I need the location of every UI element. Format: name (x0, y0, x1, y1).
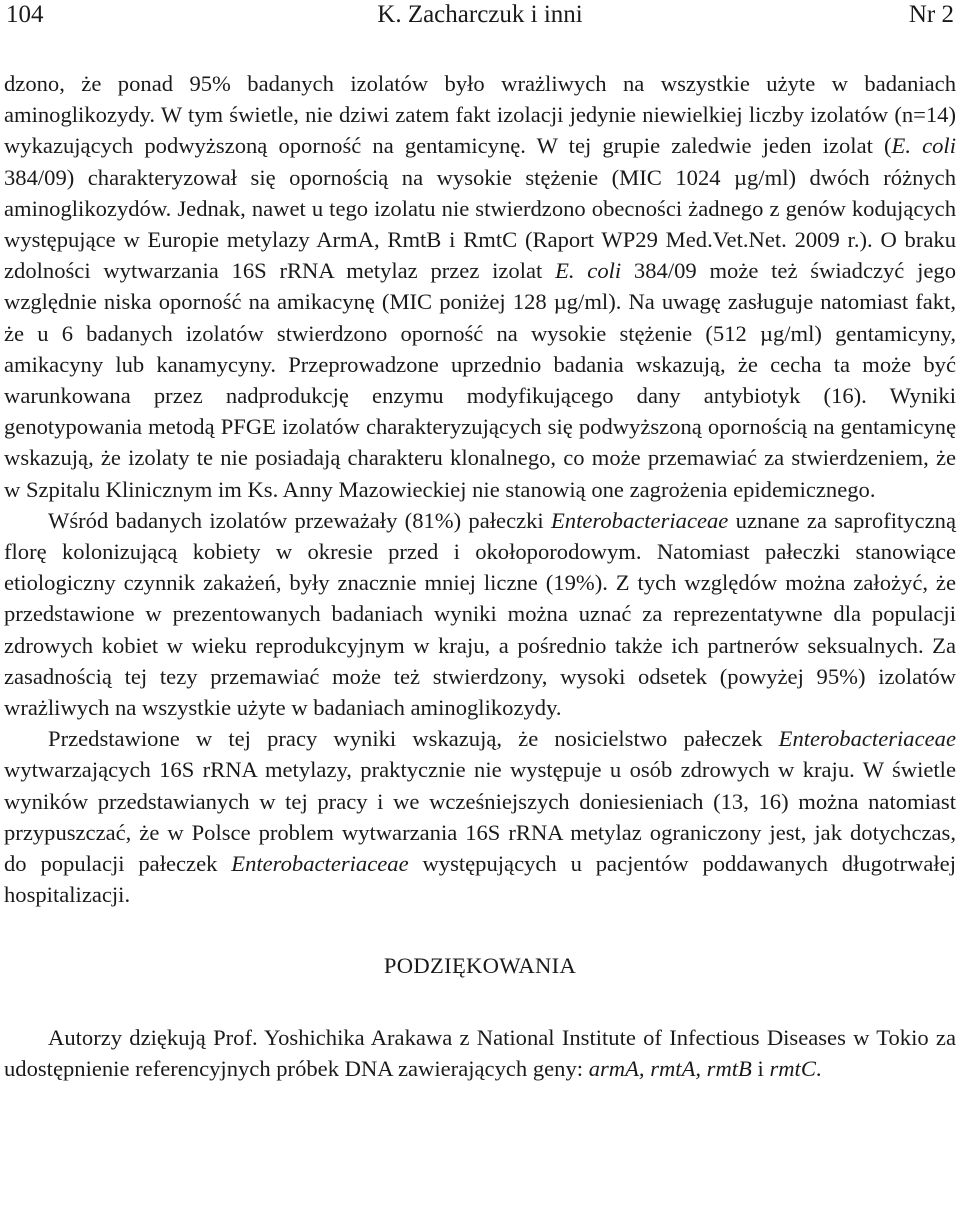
text-segment: uznane za saprofityczną florę kolonizującą kobiety w okresie przed i okołoporodowym. Natomiast pałeczki stanowiące etiologiczny czynnik zakażeń, były znacznie mniej liczne (19%). Z tych względów można założyć, że przedstawione w prezentowanych badaniach wyniki można uznać za reprezentatywne dla populacji zdrowych kobiet w wieku reprodukcyjnym w kraju, a pośrednio także ich partnerów seksualnych. Za zasadnością tej tezy przemawiać może też stwierdzony, wysoki odsetek (powyżej 95%) izolatów wrażliwych na wszystkie użyte w badaniach aminoglikozydy. (4, 507, 956, 721)
page-number: 104 (6, 1, 44, 28)
article-body (4, 68, 956, 1084)
issue-number: Nr 2 (908, 1, 954, 28)
italic-text-segment: Enterobacteriaceae (778, 726, 956, 752)
running-head-authors: K. Zacharczuk i inni (377, 1, 583, 28)
acknowledgements-text (4, 1022, 956, 1084)
text-segment: i (751, 1055, 770, 1081)
italic-text-segment: Enterobacteriaceae (231, 851, 409, 877)
text-segment: dzono, że ponad 95% badanych izolatów było wrażliwych na wszystkie użyte w badaniach aminoglikozydy. W tym świetle, nie dziwi zatem fakt izolacji jedynie niewielkiej liczby izolatów (n=14) wykazujących podwyższoną oporność na gentamicynę. W tej grupie zaledwie jeden izolat ( (4, 71, 956, 159)
paragraph-1 (4, 68, 956, 505)
italic-text-segment: armA, rmtA, rmtB (588, 1055, 752, 1081)
text-segment: 384/09) charakteryzował się opornością na wysokie stężenie (MIC 1024 µg/ml) dwóch różnych aminoglikozydów. Jednak, nawet u tego izolatu nie stwierdzono obecności żadnego z genów kodujących występujące w Europie metylazy ArmA, RmtB i RmtC (Raport WP29 Med.Vet.Net. 2009 r.). O braku zdolności wytwarzania 16S rRNA metylaz przez izolat (4, 164, 956, 284)
italic-text-segment: E. coli (891, 133, 956, 159)
text-segment: . (815, 1055, 822, 1081)
paragraph-2 (4, 505, 956, 723)
text-segment: Wśród badanych izolatów przeważały (81%) pałeczki (48, 507, 551, 533)
paragraph-3 (4, 723, 956, 910)
running-header (4, 0, 956, 30)
text-segment: wytwarzających 16S rRNA metylazy, praktycznie nie występuje u osób zdrowych w kraju. W świetle wyników przedstawianych w tej pracy i we wcześniejszych doniesieniach (13, 16) można natomiast przypuszczać, że w Polsce problem wytwarzania 16S rRNA metylaz ograniczony jest, jak dotychczas, do populacji pałeczek (4, 757, 956, 877)
text-segment: Przedstawione w tej pracy wyniki wskazują, że nosicielstwo pałeczek (48, 726, 779, 752)
italic-text-segment: E. coli (555, 258, 622, 284)
italic-text-segment: Enterobacteriaceae (551, 507, 729, 533)
text-segment: 384/09 może też świadczyć jego względnie niska oporność na amikacynę (MIC poniżej 128 µg/ml). Na uwagę zasługuje natomiast fakt, że u 6 badanych izolatów stwierdzono oporność na wysokie stężenie (512 µg/ml) gentamicyny, amikacyny lub kanamycyny. Przeprowadzone uprzednio badania wskazują, że cecha ta może być warunkowana przez nadprodukcję enzymu modyfikującego dany antybiotyk (16). Wyniki genotypowania metodą PFGE izolatów charakteryzujących się podwyższoną opornością na gentamicynę wskazują, że izolaty te nie posiadają charakteru klonalnego, co może przemawiać za stwierdzeniem, że w Szpitalu Klinicznym im Ks. Anny Mazowieckiej nie stanowią one zagrożenia epidemicznego. (4, 258, 956, 502)
text-segment: występujących u pacjentów poddawanych długotrwałej hospitalizacji. (4, 851, 956, 908)
text-segment: Autorzy dziękują Prof. Yoshichika Arakawa z National Institute of Infectious Diseases w Tokio za udostępnienie referencyjnych próbek DNA zawierających geny: (4, 1024, 956, 1081)
acknowledgements-heading: PODZIĘKOWANIA (383, 953, 577, 979)
italic-text-segment: rmtC (769, 1055, 816, 1081)
